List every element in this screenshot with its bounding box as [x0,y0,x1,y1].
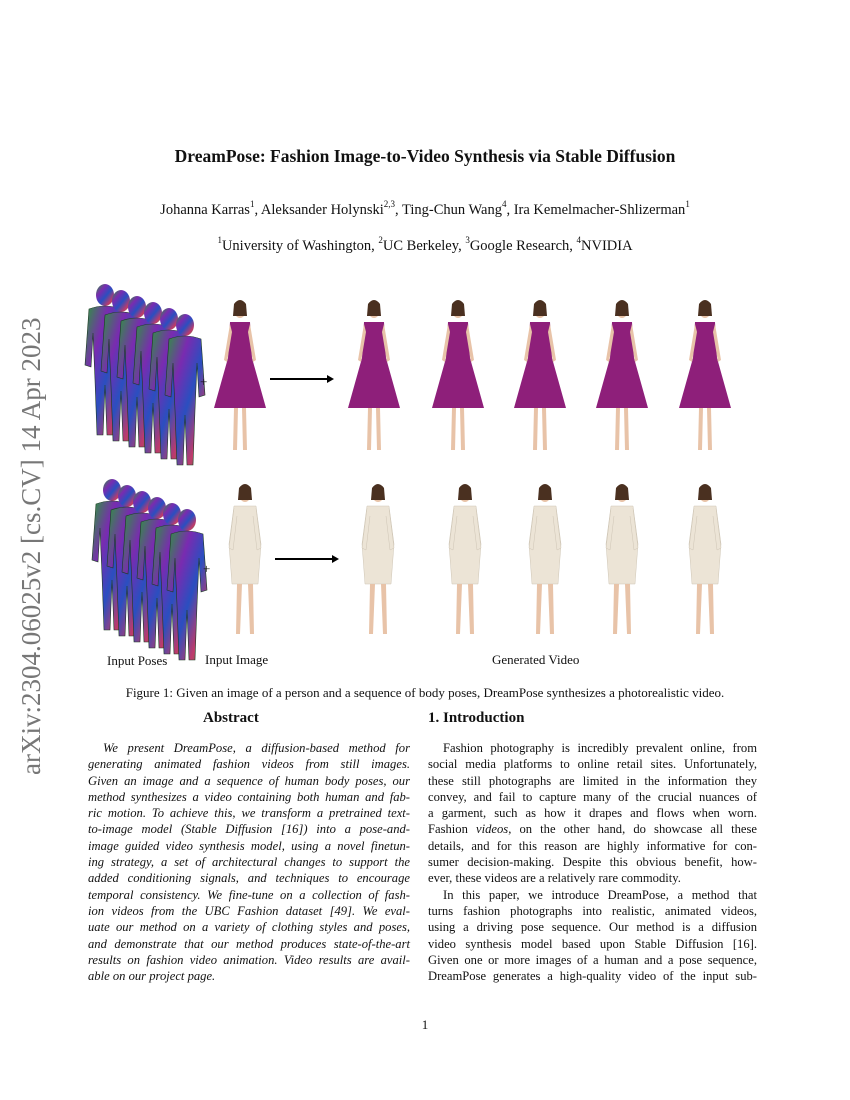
generated-video-frame [432,300,484,450]
paragraph-line: social media platforms to online retail sites. Unfortunately, [428,757,757,772]
label-generated-video: Generated Video [492,652,580,667]
affiliation: $^1$University of Washington, [217,235,379,254]
paragraph-line: using a driving pose sequence. Our method is a diffusion [428,920,757,935]
abstract-line: temporal consistency. We fine-tune on a collection of fash- [88,887,410,902]
author-affiliation-mark: 1 [249,199,255,209]
paragraph [428,887,757,985]
paragraph-line: Fashion videos, on the other hand, do showcase all these [428,822,757,837]
affiliation: $^3$Google Research, [465,235,577,254]
plus-sign: + [203,561,211,576]
paragraph-line: DreamPose generates a high-quality video of the input sub- [428,969,757,984]
paragraph-line: Given one or more images of a human and a pose sequence, [428,952,757,967]
generated-video-frame [606,484,638,634]
arrow-icon [275,558,337,560]
paragraph-line: ever, these videos are a relatively rare commodity. [428,871,681,886]
paragraph-line: convey, and fail to capture many of the crucial nuances of [428,789,757,804]
abstract-line: able on our project page. [88,969,216,984]
author-name: Ira Kemelmacher-Shlizerman [513,202,686,218]
affiliation-mark: 2 [378,235,383,245]
paragraph-line: these still photographs are limited in the information they [428,773,757,788]
paragraph-line: a garment, such as how it drapes and flows when worn. [428,806,757,821]
generated-video-frame [596,300,648,450]
abstract-line: ric motion. To achieve this, we transform a pretrained text- [88,806,410,821]
author-affiliation-mark: 2,3 [383,199,395,209]
author [513,199,690,218]
affiliation [576,235,633,254]
generated-video-frame [689,484,721,634]
paragraph-line: Fashion photography is incredibly prevalent online, from [443,741,757,755]
abstract-body [88,740,410,984]
figure-graphics [0,270,850,670]
figure-caption: Figure 1: Given an image of a person and a sequence of body poses, DreamPose synthesizes a photorealistic video. [125,685,725,700]
affiliation-name: UC Berkeley [382,238,459,254]
plus-sign: + [200,374,208,389]
generated-video-frame [362,484,394,634]
arxiv-identifier: arXiv:2304.06025v2 [cs.CV] 14 Apr 2023 [16,317,46,775]
abstract-line: and demonstrate that our method produces state-of-the-art [88,936,410,951]
affiliation-mark: 4 [576,235,582,245]
input-image-person [214,300,266,450]
author-name: Aleksander Holynski [260,202,384,218]
introduction-heading: 1. Introduction [428,710,525,726]
affiliation-mark: 3 [465,235,470,245]
arrow-icon [270,378,332,380]
paragraph-line: In this paper, we introduce DreamPose, a method that [443,887,757,902]
author-affiliation-mark: 1 [685,199,690,209]
generated-video-frame [679,300,731,450]
abstract-line: results on fashion video animation. Video results are avail- [88,952,410,967]
generated-video-frame [529,484,561,634]
paragraph-line: sumer decision-making. Despite this obvious benefit, how- [428,855,757,870]
input-image-person [229,484,261,634]
abstract-line: We present DreamPose, a diffusion-based method for [103,741,410,755]
paragraph [428,740,757,887]
affiliation-mark: 1 [217,235,222,245]
generated-video-frame [514,300,566,450]
paragraph-line: details, and for this reason are highly informative for con- [428,838,757,853]
label-input-poses: Input Poses [107,653,168,668]
paper-title: DreamPose: Fashion Image-to-Video Synthesis via Stable Diffusion [174,146,676,166]
author: Johanna Karras$^1$, [160,199,261,218]
abstract-line: added conditioning signals, and techniques to encourage [88,871,410,886]
abstract-line: to-image model (Stable Diffusion [16]) into a pose-and- [88,822,410,837]
page-number: 1 [421,1017,429,1032]
author-affiliation-mark: 4 [501,199,507,209]
paragraph-line: video synthesis model based upon Stable Diffusion [16]. [428,936,757,951]
affiliation-name: University of Washington [221,238,372,254]
introduction-body [428,740,757,984]
abstract-line: method synthesizes a video containing both human and fab- [88,789,410,804]
generated-video-frame [449,484,481,634]
affiliation-list [0,235,850,255]
abstract-line: ion videos from the UBC Fashion dataset [49]. We eval- [88,903,410,918]
abstract-heading: Abstract [203,710,259,726]
abstract-line: uate our method on a variety of clothing styles and poses, [88,920,410,935]
abstract-line: image guided video synthesis model, using a novel finetun- [88,838,410,853]
affiliation-name: NVIDIA [581,238,633,254]
author-name: Ting-Chun Wang [402,202,502,218]
author-list [0,199,850,219]
abstract-line: Given an image and a sequence of human body poses, our [88,773,410,788]
author: Aleksander Holynski$^{2,3}$, [260,199,402,218]
paragraph-line: turns fashion photographs into realistic, animated videos, [428,903,757,918]
affiliation-name: Google Research [469,238,570,254]
author-name: Johanna Karras [160,202,250,218]
generated-video-frame [348,300,400,450]
author: Ting-Chun Wang$^4$, [402,199,514,218]
abstract-line: generating animated fashion videos from still images. [88,757,410,772]
abstract-line: ing strategy, a set of architectural changes to support the [88,855,410,870]
label-input-image: Input Image [205,652,269,667]
affiliation: $^2$UC Berkeley, [378,235,466,254]
